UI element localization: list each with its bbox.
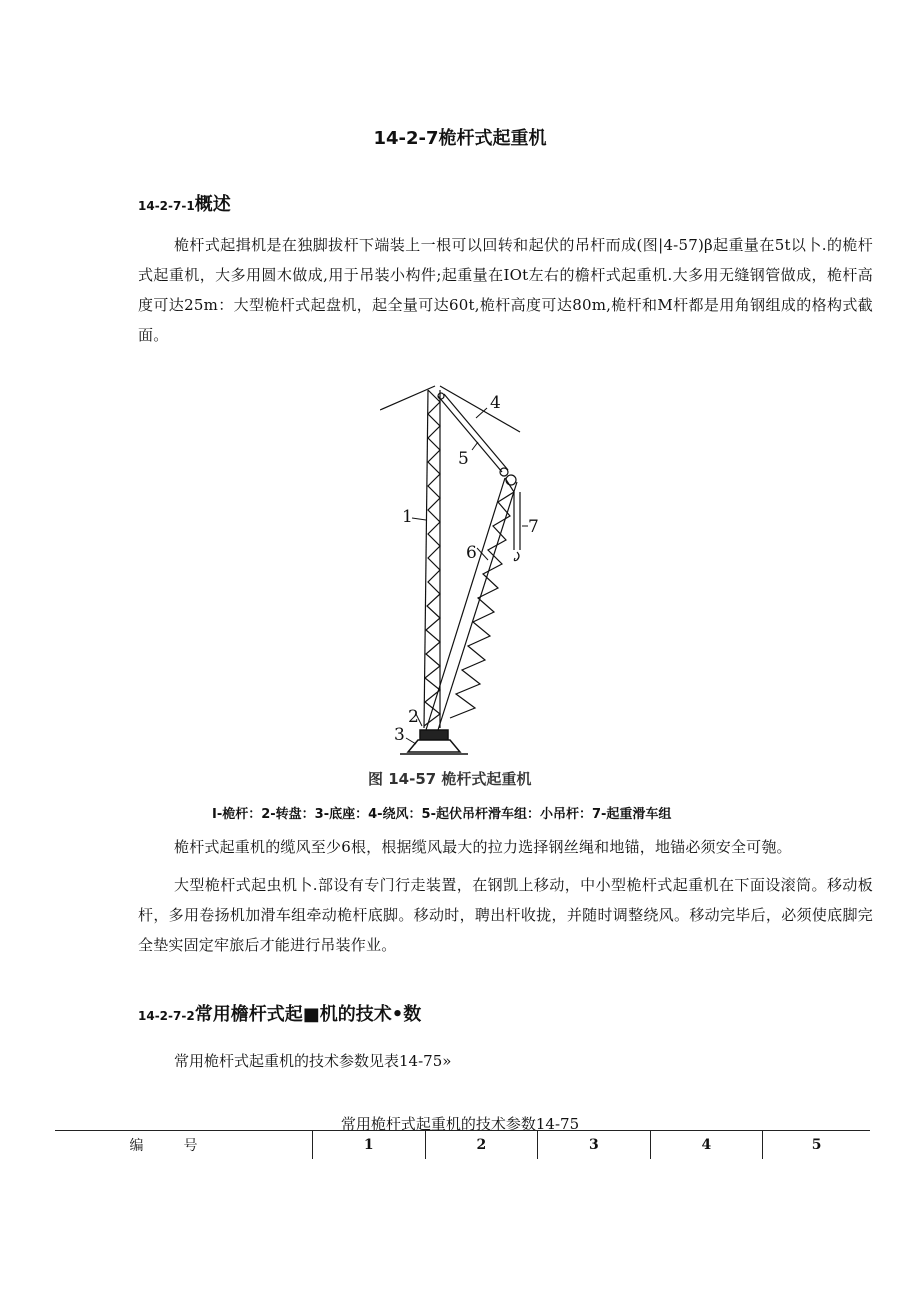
- column-header: 3: [538, 1131, 651, 1160]
- label-2: 2: [408, 707, 419, 727]
- figure-caption: 图 14-57 桅杆式起重机: [368, 770, 532, 788]
- figure-legend: I-桅杆：2-转盘：3-底座：4-绕风：5-起伏吊杆滑车组：小吊杆：7-起重滑车组: [212, 807, 672, 822]
- table-title: 常用桅杆式起重机的技术参数14-75: [340, 1115, 580, 1133]
- section-title: 概述: [194, 194, 231, 215]
- header-label: 编号: [55, 1131, 313, 1160]
- section-number: 14-2-7-1: [138, 199, 195, 213]
- hoist-tackle: [514, 492, 520, 561]
- label-1: 1: [402, 507, 413, 527]
- mast: [424, 390, 440, 728]
- intro-paragraph: 桅杆式起揖机是在独脚拔杆下端装上一根可以回转和起伏的吊杆而成(图|4-57)β起重量在5t以卜.的桅杆式起重机，大多用圆木做成,用于吊装小构件;起重量在IOt左右的檐杆式起重机.大多用无缝钢管做成，桅杆高度可达25m：大型桅杆式起盘机，起全量可达60t,桅杆高度可达80m,桅杆和M杆都是用角钢组成的格构式截面。: [138, 236, 873, 344]
- column-header: 4: [650, 1131, 763, 1160]
- column-header: 2: [425, 1131, 538, 1160]
- column-header: 1: [313, 1131, 426, 1160]
- column-header: 5: [763, 1131, 870, 1160]
- label-7: 7: [528, 517, 539, 537]
- label-3: 3: [394, 725, 405, 745]
- page-title: 14-2-7桅杆式起重机: [373, 128, 547, 149]
- base: [400, 730, 468, 754]
- crane-diagram: [380, 380, 560, 765]
- moving-paragraph: 大型桅杆式起虫机卜.部设有专门行走装置，在钢凯上移动，中小型桅杆式起重机在下面设滚筒。移动板杆，多用卷扬机加滑车组牵动桅杆底脚。移动时，聘出杆收拢，并随时调整绕风。移动完毕后，必须使底脚完全垫实固定牢旅后才能进行吊装作业。: [138, 876, 873, 954]
- guy-wire-paragraph: 桅杆式起重机的缆风至少6根，根据缆风最大的拉力选择钢丝绳和地锚，地锚必须安全可匏。: [174, 838, 792, 856]
- label-4: 4: [490, 393, 501, 413]
- section-heading-2: [138, 1000, 421, 1026]
- label-6: 6: [466, 543, 477, 563]
- table-header-row: [55, 1131, 870, 1160]
- parameter-table: [55, 1130, 870, 1159]
- table-reference: 常用桅杆式起重机的技术参数见表14-75»: [174, 1052, 452, 1070]
- label-5: 5: [458, 449, 469, 469]
- section-title: 常用檐杆式起■机的技术•数: [194, 1004, 422, 1025]
- section-number: 14-2-7-2: [138, 1009, 195, 1023]
- section-heading-1: [138, 190, 231, 216]
